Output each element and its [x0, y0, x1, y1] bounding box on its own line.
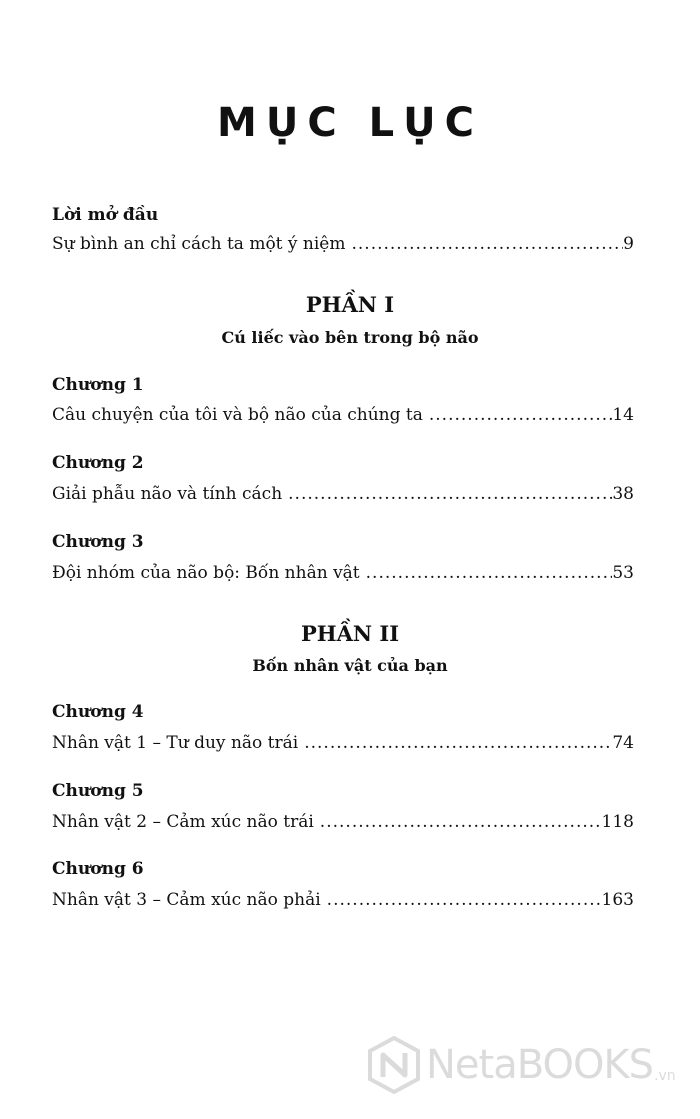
leader-dots — [304, 733, 612, 753]
page-number: 9 — [623, 234, 634, 254]
entry-title: Nhân vật 2 – Cảm xúc não trái — [52, 812, 314, 832]
entry-title: Nhân vật 1 – Tư duy não trái — [52, 733, 299, 753]
chapter-3-entry[interactable] — [52, 563, 634, 583]
chapter-6-heading: Chương 6 — [52, 859, 144, 879]
chapter-5-heading: Chương 5 — [52, 781, 144, 801]
part-2-subtitle: Bốn nhân vật của bạn — [252, 656, 448, 675]
leader-dots — [351, 234, 623, 254]
part-2-label: PHẦN II — [300, 621, 400, 646]
page-title: MỤC LỤC — [217, 100, 483, 146]
page-number: 38 — [612, 484, 634, 504]
leader-dots — [366, 563, 613, 583]
intro-heading: Lời mở đầu — [52, 205, 159, 225]
page-number: 74 — [612, 733, 634, 753]
chapter-2-heading: Chương 2 — [52, 453, 144, 473]
leader-dots — [288, 484, 612, 504]
intro-entry[interactable] — [52, 234, 634, 254]
entry-title: Đội nhóm của não bộ: Bốn nhân vật — [52, 563, 360, 583]
chapter-5-entry[interactable] — [52, 812, 634, 832]
chapter-3-heading: Chương 3 — [52, 532, 144, 552]
page-number: 163 — [601, 890, 634, 910]
entry-title: Câu chuyện của tôi và bộ não của chúng ta — [52, 405, 423, 425]
leader-dots — [327, 890, 602, 910]
watermark — [368, 1036, 676, 1094]
page-number: 118 — [601, 812, 634, 832]
chapter-4-entry[interactable] — [52, 733, 634, 753]
page-number: 53 — [612, 563, 634, 583]
part-1-label: PHẦN I — [305, 292, 395, 317]
chapter-1-heading: Chương 1 — [52, 375, 144, 395]
chapter-1-entry[interactable] — [52, 405, 634, 425]
watermark-suffix: .vn — [654, 1068, 676, 1084]
chapter-6-entry[interactable] — [52, 890, 634, 910]
netabooks-logo-icon — [368, 1036, 420, 1094]
entry-title: Giải phẫu não và tính cách — [52, 484, 283, 504]
entry-title: Nhân vật 3 – Cảm xúc não phải — [52, 890, 321, 910]
entry-title: Sự bình an chỉ cách ta một ý niệm — [52, 234, 346, 254]
part-1-subtitle: Cú liếc vào bên trong bộ não — [221, 328, 479, 347]
chapter-4-heading: Chương 4 — [52, 702, 144, 722]
chapter-2-entry[interactable] — [52, 484, 634, 504]
leader-dots — [320, 812, 602, 832]
watermark-brand: NetaBOOKS — [426, 1042, 654, 1088]
page-number: 14 — [612, 405, 634, 425]
leader-dots — [429, 405, 612, 425]
